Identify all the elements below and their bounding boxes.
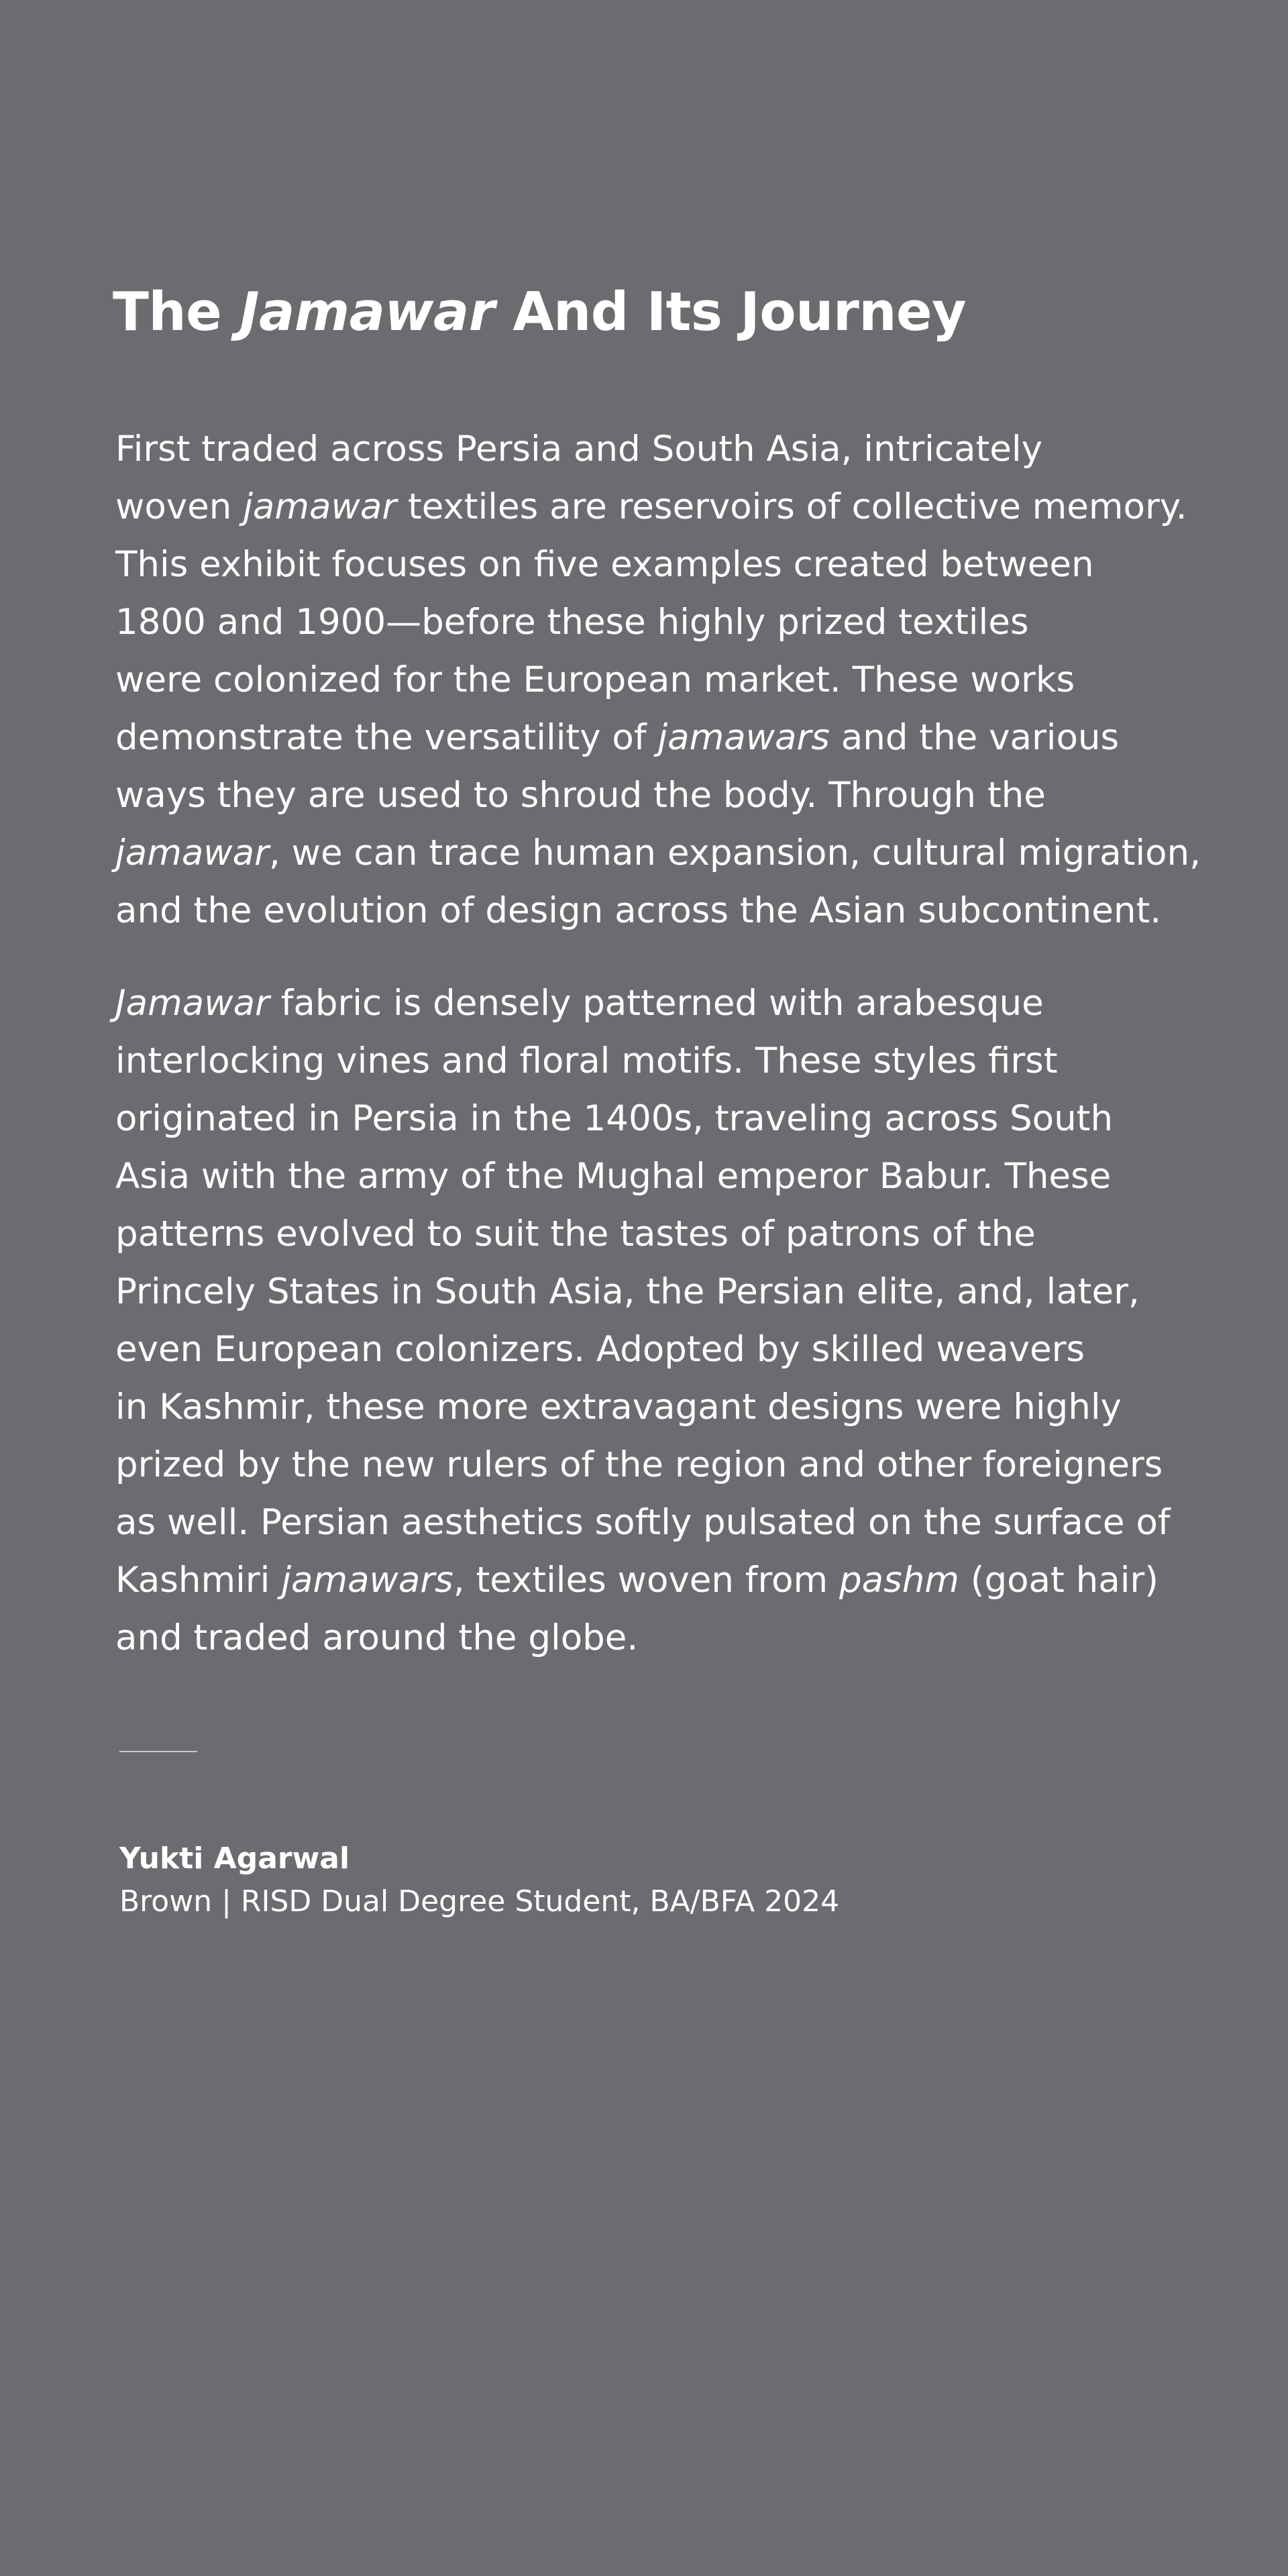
intro-paragraph — [115, 421, 1201, 940]
text-line — [115, 882, 1189, 940]
text-line — [115, 536, 1189, 594]
text-line — [115, 651, 1189, 709]
text-run: , we can trace human expansion, cultural migration, — [268, 833, 1201, 873]
title-prefix: The — [113, 281, 240, 343]
text-line — [115, 1321, 1189, 1379]
italic-term: pashm — [839, 1560, 959, 1601]
text-line — [115, 1609, 1189, 1667]
text-line — [115, 594, 1189, 651]
italic-term: jamawar — [243, 486, 397, 527]
page-title — [113, 280, 966, 344]
text-line — [115, 1494, 1189, 1552]
text-run: were colonized for the European market. These works — [115, 659, 1075, 700]
text-run: First traded across Persia and South Asia, intricately — [115, 429, 1042, 470]
text-line — [115, 709, 1189, 767]
text-line — [115, 767, 1189, 824]
text-line — [115, 1032, 1189, 1090]
text-line — [115, 1205, 1189, 1263]
text-line — [115, 421, 1189, 478]
text-line — [115, 1263, 1189, 1321]
text-run: and traded around the globe. — [115, 1617, 639, 1658]
text-run: demonstrate the versatility of — [115, 717, 658, 758]
italic-term: jamawars — [281, 1560, 453, 1601]
text-run: textiles are reservoirs of collective memory. — [396, 486, 1187, 527]
text-run: This exhibit focuses on five examples created between — [115, 544, 1094, 585]
text-line — [115, 1148, 1189, 1205]
text-run: interlocking vines and floral motifs. These styles first — [115, 1040, 1058, 1081]
text-run: and the various — [829, 717, 1120, 758]
text-run: , textiles woven from — [453, 1560, 839, 1601]
text-line — [115, 1379, 1189, 1436]
italic-term: jamawars — [657, 717, 830, 758]
text-run: Princely States in South Asia, the Persian elite, and, later, — [115, 1271, 1140, 1312]
author-affiliation: Brown | RISD Dual Degree Student, BA/BFA 2024 — [119, 1884, 840, 1919]
text-line — [115, 975, 1189, 1032]
text-line — [115, 1552, 1189, 1609]
text-run: fabric is densely patterned with arabesque — [269, 983, 1044, 1024]
text-run: 1800 and 1900—before these highly prized textiles — [115, 602, 1029, 643]
divider-rule — [119, 1751, 197, 1752]
text-run: even European colonizers. Adopted by skilled weavers — [115, 1329, 1085, 1370]
title-italic-word: Jamawar — [239, 281, 495, 343]
text-run: as well. Persian aesthetics softly pulsated on the surface of — [115, 1502, 1171, 1543]
italic-term: Jamawar — [115, 983, 270, 1024]
italic-term: jamawar — [115, 833, 269, 873]
text-line — [115, 1090, 1189, 1148]
text-run: originated in Persia in the 1400s, traveling across South — [115, 1098, 1114, 1139]
text-run: (goat hair) — [959, 1560, 1159, 1601]
text-run: and the evolution of design across the Asian subcontinent. — [115, 890, 1162, 931]
text-run: Kashmiri — [115, 1560, 282, 1601]
text-run: ways they are used to shroud the body. Through the — [115, 775, 1046, 816]
author-name: Yukti Agarwal — [119, 1841, 350, 1876]
text-run: in Kashmir, these more extravagant designs were highly — [115, 1387, 1122, 1428]
text-run: prized by the new rulers of the region and other foreigners — [115, 1444, 1163, 1485]
text-run: woven — [115, 486, 244, 527]
title-suffix: And Its Journey — [494, 281, 967, 343]
text-run: Asia with the army of the Mughal emperor Babur. These — [115, 1156, 1112, 1197]
text-run: patterns evolved to suit the tastes of patrons of the — [115, 1214, 1036, 1254]
text-line — [115, 478, 1189, 536]
history-paragraph — [115, 975, 1189, 1667]
text-line — [115, 824, 1201, 882]
text-line — [115, 1436, 1189, 1494]
